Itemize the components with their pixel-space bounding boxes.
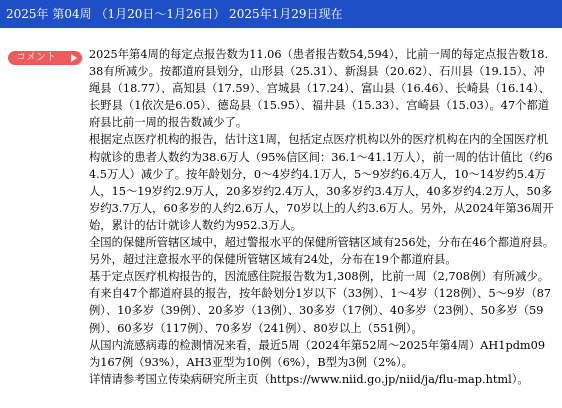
- paragraph-hospitalizations: 基于定点医疗机构报告的，因流感住院报告数为1,308例，比前一周（2,708例）有所减少。有来自47个都道府县的报告，按年龄划分1岁以下（33例）、1～4岁（128例）、5～9岁（87例）、10多岁（39例）、20多岁（13例）、30多岁（17例）、40多岁（23例）、50多岁（59例）、60多岁（117例）、70多岁（241例）、80岁以上（551例）。: [89, 270, 552, 335]
- comment-badge: [8, 51, 82, 65]
- report-body: [89, 46, 555, 388]
- paragraph-patient-estimate: 根据定点医疗机构的报告，估计这1周，包括定点医疗机构以外的医疗机构在内的全国医疗机构就诊的患者人数约为38.6万人（95%信区间：36.1～41.1万人），前一周的估计值比（约64.5万人）减少了。按年龄划分，0～4岁约4.1万人，5～9岁约6.4万人，10～14岁约5.4万人，15～19岁约2.9万人，20多岁约2.4万人，30多岁约3.4万人，40多岁约4.2万人，50多岁约3.7万人，60多岁的人约2.6万人，70岁以上的人约3.6万人。另外，从2024年第36周开始，累计的估计就诊人数约为952.3万人。: [89, 133, 554, 232]
- comment-label: コメント: [16, 52, 56, 63]
- paragraph-reference-link: 详情请参考国立传染病研究所主页（https://www.niid.go.jp/niid/ja/flu-map.html）。: [89, 372, 529, 386]
- paragraph-health-centers: 全国的保健所管辖区域中，超过警报水平的保健所管辖区域有256处，分布在46个都道府县。另外，超过注意报水平的保健所管辖区域有24处，分布在19个都道府县。: [89, 236, 555, 267]
- header-bar: [0, 0, 562, 28]
- page-title: 2025年 第04周 （1月20日～1月26日） 2025年1月29日现在: [6, 7, 343, 21]
- paragraph-virus-detection: 从国内流感病毒的检测情况来看，最近5周（2024年第52周～2025年第4周）AH1pdm09为167例（93%），AH3亚型为10例（6%），B型为3例（2%）。: [89, 338, 546, 369]
- triangle-right-icon: [71, 54, 77, 62]
- paragraph-weekly-summary: 2025年第4周的每定点报告数为11.06（患者报告数54,594），比前一周的每定点报告数18.38有所减少。按都道府县划分，山形县（25.31）、新潟县（20.62）、石川县（19.15）、冲绳县（18.77）、高知县（17.59）、宫城县（17.24）、富山县（16.46）、长崎县（16.14）、长野县（1依次是6.05）、德岛县（15.95）、福井县（15.33）、宫崎县（15.03）。47个都道府县比前一周的报告数减少了。: [89, 48, 551, 130]
